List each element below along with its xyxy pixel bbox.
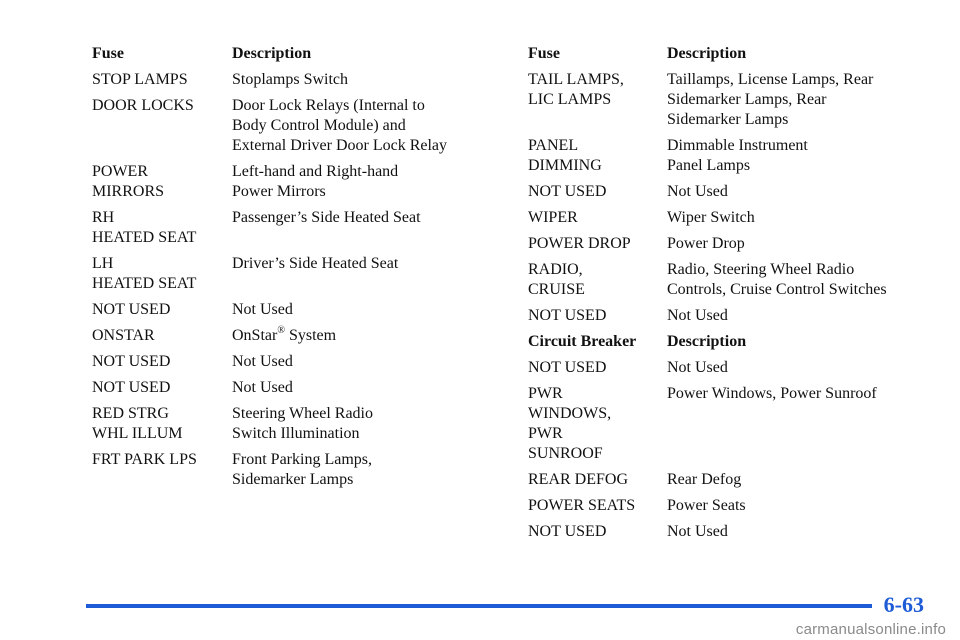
fuse-description: Not Used	[667, 359, 728, 376]
fuse-name: RED STRG WHL ILLUM	[92, 405, 183, 442]
table-row	[528, 384, 887, 470]
description-column-header: Description	[667, 333, 747, 350]
right-fuse-column	[528, 44, 928, 548]
table-row	[528, 70, 887, 136]
fuse-name: RH HEATED SEAT	[92, 209, 197, 246]
footer-rule	[86, 604, 872, 608]
fuse-name: NOT USED	[528, 183, 607, 200]
table-row	[92, 300, 447, 326]
fuse-description: Left-hand and Right-hand Power Mirrors	[232, 163, 399, 200]
fuse-name: POWER SEATS	[528, 497, 636, 514]
table-row	[92, 70, 447, 96]
fuse-name: TAIL LAMPS, LIC LAMPS	[528, 71, 624, 108]
breaker-column-header: Circuit Breaker	[528, 333, 637, 350]
table-row	[528, 208, 887, 234]
fuse-name: PANEL DIMMING	[528, 137, 602, 174]
registered-mark: ®	[277, 325, 285, 336]
fuse-description: Stoplamps Switch	[232, 71, 349, 88]
table-row	[528, 470, 887, 496]
fuse-name: POWER MIRRORS	[92, 163, 165, 200]
table-header	[92, 44, 447, 70]
fuse-name: POWER DROP	[528, 235, 631, 252]
table-row	[92, 162, 447, 208]
fuse-description: Driver’s Side Heated Seat	[232, 255, 399, 272]
fuse-description: Not Used	[232, 379, 293, 396]
table-row	[528, 358, 887, 384]
fuse-description	[232, 326, 447, 352]
table-row	[528, 136, 887, 182]
fuse-name: WIPER	[528, 209, 578, 226]
fuse-description: Dimmable Instrument Panel Lamps	[667, 137, 808, 174]
fuse-description: Door Lock Relays (Internal to Body Control Module) and External Driver Door Lock Relay	[232, 97, 448, 154]
fuse-name: NOT USED	[92, 379, 171, 396]
fuse-description: Not Used	[667, 307, 728, 324]
fuse-name: NOT USED	[92, 353, 171, 370]
fuse-description: Not Used	[232, 353, 293, 370]
table-row	[92, 208, 447, 254]
fuse-name: NOT USED	[528, 523, 607, 540]
fuse-description: Taillamps, License Lamps, Rear Sidemarker Lamps, Rear Sidemarker Lamps	[667, 71, 874, 128]
table-row	[528, 182, 887, 208]
fuse-description: Not Used	[667, 183, 728, 200]
table-row	[92, 404, 447, 450]
table-row	[92, 96, 447, 162]
description-column-header: Description	[232, 45, 312, 62]
fuse-description: Not Used	[667, 523, 728, 540]
fuse-name: NOT USED	[528, 359, 607, 376]
left-fuse-column	[92, 44, 482, 496]
table-row	[528, 234, 887, 260]
table-row	[92, 254, 447, 300]
fuse-description: Wiper Switch	[667, 209, 755, 226]
fuse-description: Power Seats	[667, 497, 746, 514]
right-fuse-table	[528, 44, 887, 548]
table-row	[528, 522, 887, 548]
fuse-name: NOT USED	[92, 301, 171, 318]
table-row	[92, 450, 447, 496]
fuse-name: ONSTAR	[92, 327, 155, 344]
table-row	[92, 378, 447, 404]
fuse-description: Power Windows, Power Sunroof	[667, 385, 877, 402]
fuse-column-header: Fuse	[92, 45, 124, 62]
fuse-description: Rear Defog	[667, 471, 742, 488]
fuse-name: FRT PARK LPS	[92, 451, 197, 468]
fuse-name: RADIO, CRUISE	[528, 261, 585, 298]
fuse-name: STOP LAMPS	[92, 71, 188, 88]
fuse-description: Not Used	[232, 301, 293, 318]
fuse-description: Passenger’s Side Heated Seat	[232, 209, 421, 226]
fuse-description-text: OnStar	[232, 327, 278, 344]
breaker-table-header	[528, 332, 887, 358]
left-fuse-table	[92, 44, 447, 496]
watermark: carmanualsonline.info	[795, 621, 946, 638]
table-header	[528, 44, 887, 70]
fuse-description-suffix: System	[284, 327, 337, 344]
fuse-name: DOOR LOCKS	[92, 97, 194, 114]
fuse-name: PWR WINDOWS, PWR SUNROOF	[528, 385, 612, 462]
table-row	[92, 352, 447, 378]
table-row	[528, 306, 887, 332]
table-row	[528, 260, 887, 306]
fuse-description: Power Drop	[667, 235, 745, 252]
table-row	[528, 496, 887, 522]
fuse-name: REAR DEFOG	[528, 471, 629, 488]
fuse-description: Front Parking Lamps, Sidemarker Lamps	[232, 451, 372, 488]
fuse-name: NOT USED	[528, 307, 607, 324]
fuse-description: Steering Wheel Radio Switch Illumination	[232, 405, 373, 442]
fuse-name: LH HEATED SEAT	[92, 255, 197, 292]
fuse-column-header: Fuse	[528, 45, 560, 62]
table-row	[92, 326, 447, 352]
page-number: 6-63	[883, 592, 924, 617]
fuse-description: Radio, Steering Wheel Radio Controls, Cruise Control Switches	[667, 261, 887, 298]
description-column-header: Description	[667, 45, 747, 62]
